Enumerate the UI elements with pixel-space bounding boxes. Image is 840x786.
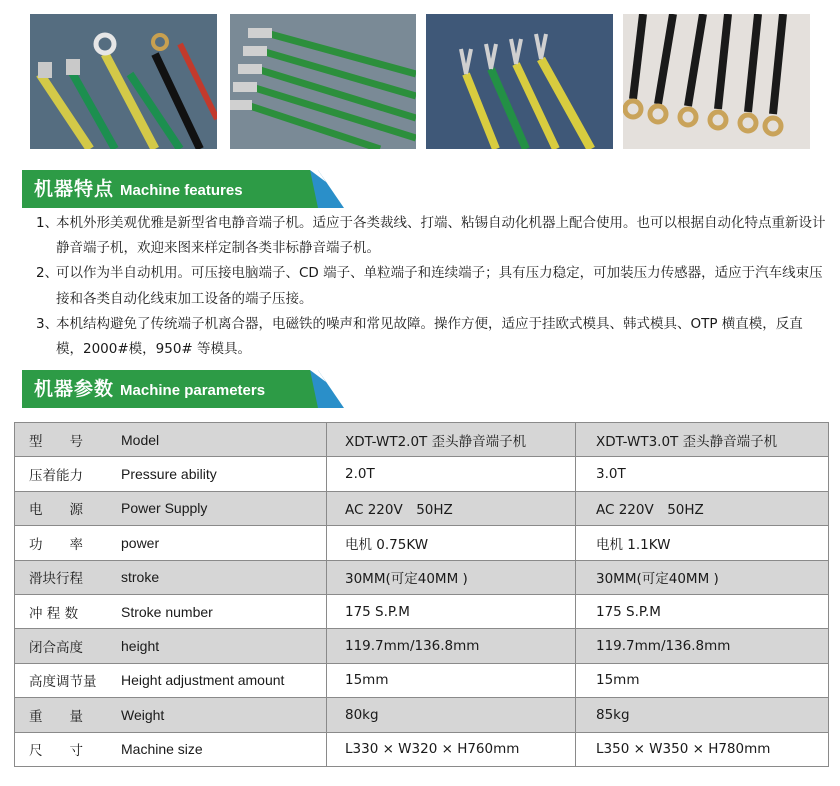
param-value-model-1: 2.0T <box>327 457 576 491</box>
param-label-en: Height adjustment amount <box>121 672 285 689</box>
param-label-cell <box>15 526 327 560</box>
params-section-header <box>22 370 344 408</box>
param-label-cn: 压着能力 <box>29 468 83 485</box>
feature-number: 2、 <box>36 265 59 282</box>
product-photo-strip <box>0 0 840 160</box>
features-list <box>36 211 826 362</box>
param-label-en: power <box>121 534 160 551</box>
param-label-en: Power Supply <box>121 500 208 517</box>
params-title-cn: 机器参数 <box>34 378 115 400</box>
table-row <box>15 423 829 457</box>
param-label-cn: 闭合高度 <box>29 640 83 657</box>
param-value-model-1: 80kg <box>327 698 576 732</box>
feature-item <box>36 312 826 362</box>
param-label-cn: 尺 寸 <box>29 743 83 760</box>
table-row <box>15 594 829 628</box>
param-label-cell <box>15 663 327 697</box>
param-label-en: height <box>121 638 160 655</box>
feature-text: 可以作为半自动机用。可压接电脑端子、CD 端子、单粒端子和连续端子；具有压力稳定，可加装压力传感器，适应于汽车线束压接和各类自动化线束加工设备的端子压接。 <box>56 265 823 307</box>
param-label-en: Machine size <box>121 741 203 758</box>
terminal-wires-photo-3 <box>426 14 613 149</box>
param-value-model-2: 175 S.P.M <box>576 594 829 628</box>
param-label-en: Stroke number <box>121 603 213 620</box>
param-label-en: Model <box>121 431 160 448</box>
table-row <box>15 732 829 766</box>
param-label-cn: 冲 程 数 <box>29 605 79 622</box>
param-value-model-1: L330 × W320 × H760mm <box>327 732 576 766</box>
feature-text: 本机外形美观优雅是新型省电静音端子机。适应于各类裁线、打端、粘锡自动化机器上配合使用。也可以根据自动化特点重新设计静音端子机，欢迎来图来样定制各类非标静音端子机。 <box>56 215 826 257</box>
table-row <box>15 457 829 491</box>
params-title-en: Machine parameters <box>120 382 266 399</box>
param-label-en: Weight <box>121 706 165 723</box>
features-title-en: Machine features <box>120 182 243 199</box>
param-label-cn: 功 率 <box>29 536 83 553</box>
feature-number: 3、 <box>36 315 59 332</box>
param-value-model-1: 119.7mm/136.8mm <box>327 629 576 663</box>
params-table <box>14 422 829 767</box>
terminal-wires-photo-2 <box>230 14 416 149</box>
table-row <box>15 491 829 525</box>
param-label-cn: 高度调节量 <box>29 674 97 691</box>
param-label-cell <box>15 698 327 732</box>
param-label-cn: 电 源 <box>29 502 83 519</box>
param-value-model-2: 3.0T <box>576 457 829 491</box>
table-row <box>15 698 829 732</box>
param-value-model-1: 175 S.P.M <box>327 594 576 628</box>
param-value-model-2: AC 220V 50HZ <box>576 491 829 525</box>
param-label-en: stroke <box>121 569 160 586</box>
terminal-wires-photo-4 <box>623 14 810 149</box>
table-row <box>15 663 829 697</box>
param-label-cn: 重 量 <box>29 708 83 725</box>
table-row <box>15 560 829 594</box>
param-label-cell <box>15 457 327 491</box>
param-label-cn: 滑块行程 <box>29 571 83 588</box>
param-label-cell <box>15 629 327 663</box>
param-value-model-2: 15mm <box>576 663 829 697</box>
param-label-cell <box>15 732 327 766</box>
param-value-model-2: 119.7mm/136.8mm <box>576 629 829 663</box>
features-section-header <box>22 170 344 208</box>
param-label-cell <box>15 491 327 525</box>
param-value-model-2: 85kg <box>576 698 829 732</box>
param-label-cn: 型 号 <box>29 433 83 450</box>
param-value-model-2: 电机 1.1KW <box>576 526 829 560</box>
param-label-cell <box>15 560 327 594</box>
feature-item <box>36 261 826 311</box>
param-label-en: Pressure ability <box>121 466 217 483</box>
param-label-cell <box>15 594 327 628</box>
param-value-model-2: 30MM(可定40MM ) <box>576 560 829 594</box>
param-value-model-2: XDT-WT3.0T 歪头静音端子机 <box>576 423 829 457</box>
param-value-model-1: AC 220V 50HZ <box>327 491 576 525</box>
feature-item <box>36 211 826 261</box>
feature-text: 本机结构避免了传统端子机离合器，电磁铁的噪声和常见故障。操作方便，适应于挂欧式模具、韩式模具、OTP 横直模，反直模，2000#模，950# 等模具。 <box>56 315 803 358</box>
terminal-wires-photo-1 <box>30 14 217 149</box>
table-row <box>15 526 829 560</box>
param-value-model-1: XDT-WT2.0T 歪头静音端子机 <box>327 423 576 457</box>
table-row <box>15 629 829 663</box>
param-label-cell <box>15 423 327 457</box>
param-value-model-1: 30MM(可定40MM ) <box>327 560 576 594</box>
feature-number: 1、 <box>36 215 59 231</box>
param-value-model-2: L350 × W350 × H780mm <box>576 732 829 766</box>
param-value-model-1: 15mm <box>327 663 576 697</box>
param-value-model-1: 电机 0.75KW <box>327 526 576 560</box>
features-title-cn: 机器特点 <box>34 178 115 200</box>
